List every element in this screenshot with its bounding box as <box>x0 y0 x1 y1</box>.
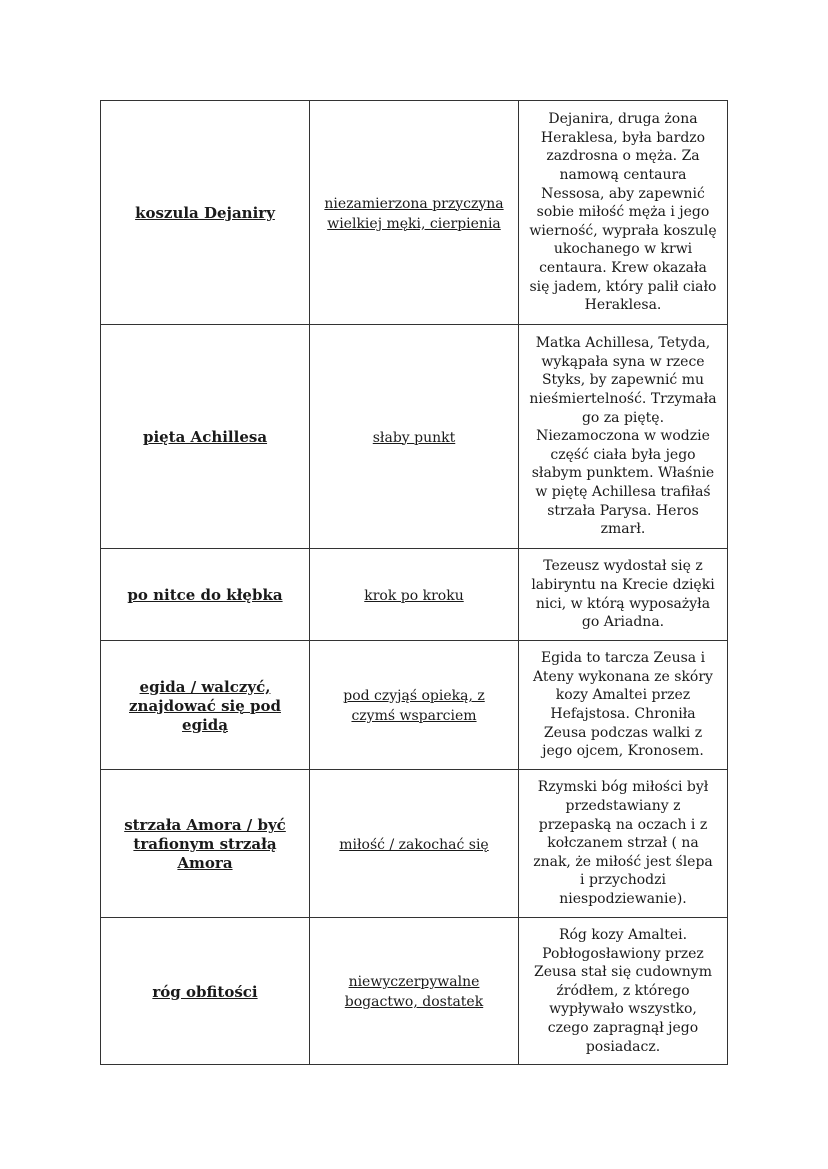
meaning-cell <box>310 101 519 325</box>
phrase-text: po nitce do kłębka <box>127 586 283 604</box>
phrase-cell <box>101 770 310 918</box>
meaning-cell <box>310 641 519 770</box>
meaning-text: niezamierzona przyczyna wielkiej męki, cierpienia <box>324 195 504 232</box>
phrase-cell <box>101 325 310 549</box>
origin-cell: Róg kozy Amaltei. Pobłogosławiony przez Zeusa stał się cudownym źródłem, z którego wypływało wszystko, czego zapragnął jego posiadacz. <box>519 918 728 1065</box>
meaning-text: krok po kroku <box>364 587 464 604</box>
phrase-text: strzała Amora / być trafionym strzałą Amora <box>124 816 286 872</box>
table-row <box>101 549 728 641</box>
meaning-text: miłość / zakochać się <box>339 836 489 853</box>
meaning-text: słaby punkt <box>372 429 456 446</box>
meaning-cell <box>310 770 519 918</box>
idioms-sheet <box>100 100 727 1065</box>
table-row <box>101 918 728 1065</box>
phrase-cell <box>101 918 310 1065</box>
meaning-cell <box>310 549 519 641</box>
table-row <box>101 325 728 549</box>
phrase-text: róg obfitości <box>152 982 258 1001</box>
meaning-text: pod czyjąś opieką, z czymś wsparciem <box>343 688 485 724</box>
phrase-text: koszula Dejaniry <box>135 204 275 222</box>
meaning-cell <box>310 325 519 549</box>
table-row <box>101 101 728 325</box>
phrase-cell <box>101 549 310 641</box>
phrase-cell <box>101 641 310 770</box>
origin-cell: Dejanira, druga żona Heraklesa, była bardzo zazdrosna o męża. Za namową centaura Nessosa, aby zapewnić sobie miłość męża i jego wierność, wyprała koszulę ukochanego w krwi centaura. Krew okazała się jadem, który palił ciało Heraklesa. <box>519 101 728 325</box>
origin-cell: Tezeusz wydostał się z labiryntu na Krecie dzięki nici, w którą wyposażyła go Ariadna. <box>519 549 728 641</box>
meaning-cell <box>310 918 519 1065</box>
phrase-text: egida / walczyć, znajdować się pod egidą <box>129 677 281 734</box>
origin-cell: Matka Achillesa, Tetyda, wykąpała syna w rzece Styks, by zapewnić mu nieśmiertelność. Trzymała go za piętę. Niezamoczona w wodzie część ciała była jego słabym punktem. Właśnie w piętę Achillesa trafiłaś strzała Parysa. Heros zmarł. <box>519 325 728 549</box>
table-row <box>101 641 728 770</box>
idioms-table <box>100 100 728 1065</box>
phrase-text: pięta Achillesa <box>142 428 268 446</box>
phrase-cell <box>101 101 310 325</box>
origin-cell: Rzymski bóg miłości był przedstawiany z przepaską na oczach i z kołczanem strzał ( na znak, że miłość jest ślepa i przychodzi niespodziewanie). <box>519 770 728 918</box>
table-row <box>101 770 728 918</box>
origin-cell: Egida to tarcza Zeusa i Ateny wykonana ze skóry kozy Amaltei przez Hefajstosa. Chroniła Zeusa podczas walki z jego ojcem, Kronosem. <box>519 641 728 770</box>
meaning-text: niewyczerpywalne bogactwo, dostatek <box>344 974 484 1011</box>
